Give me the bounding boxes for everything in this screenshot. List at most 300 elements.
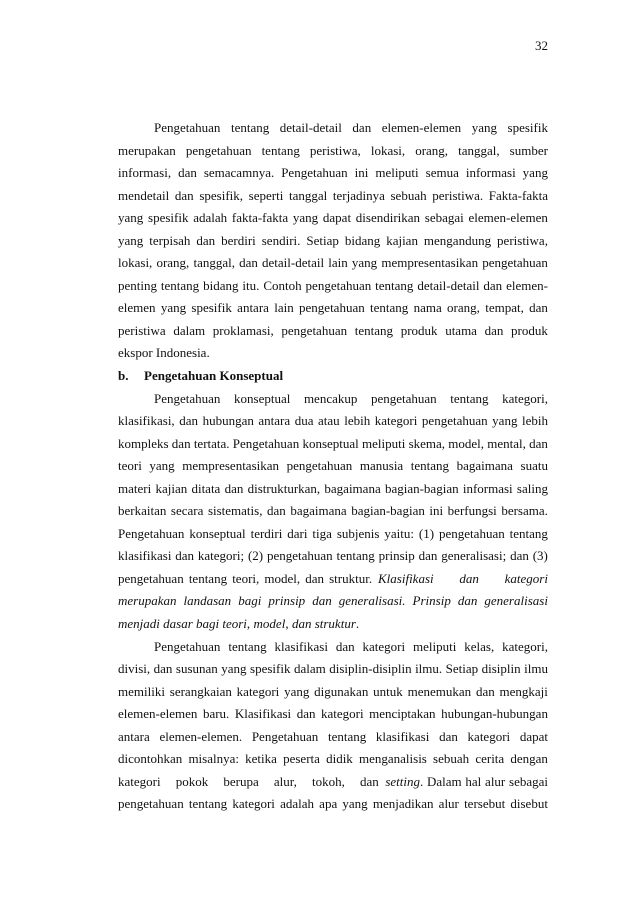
word: peristiwa, bbox=[309, 142, 361, 158]
text-line bbox=[118, 613, 548, 636]
word: dan bbox=[239, 255, 258, 271]
word: teori bbox=[118, 458, 142, 474]
word: bidang bbox=[344, 232, 381, 248]
word: elemen bbox=[118, 300, 156, 316]
word: susunan bbox=[175, 661, 218, 677]
word: fakta-fakta bbox=[231, 210, 289, 226]
word: yang bbox=[292, 210, 319, 226]
word: dan bbox=[171, 435, 191, 451]
word: pengetahuan bbox=[185, 142, 252, 158]
word: spesifik bbox=[191, 300, 232, 316]
word: yang bbox=[149, 458, 175, 474]
word: divisi, bbox=[118, 661, 151, 677]
word: detail-detail bbox=[279, 120, 342, 135]
word: sendiri. bbox=[261, 232, 301, 248]
word: dan bbox=[510, 548, 529, 564]
word: adalah bbox=[193, 210, 228, 226]
text-line bbox=[118, 162, 548, 185]
word: lain bbox=[328, 255, 348, 271]
word: spesifik bbox=[507, 120, 548, 135]
word: elemen-elemen bbox=[381, 120, 462, 135]
word: informasi bbox=[462, 480, 513, 496]
word: merupakan bbox=[118, 142, 176, 158]
word: dan bbox=[153, 661, 173, 677]
word: antara bbox=[237, 300, 269, 316]
italic-segment: setting bbox=[385, 773, 420, 789]
word: Klasifikasi bbox=[378, 570, 434, 586]
text-line bbox=[118, 252, 548, 275]
word: pengetahuan bbox=[281, 322, 348, 338]
word: sebuah bbox=[390, 187, 427, 203]
word: pengetahuan bbox=[421, 413, 488, 429]
word: tersebut bbox=[464, 796, 506, 812]
word: bersama. bbox=[501, 503, 548, 519]
word: yang bbox=[284, 683, 310, 699]
word: kategori, bbox=[502, 638, 548, 654]
text-line bbox=[118, 568, 548, 591]
word: bagaimana bbox=[456, 458, 513, 474]
word: tentang bbox=[160, 277, 200, 293]
word: prinsip bbox=[378, 548, 415, 564]
word: mengandung bbox=[423, 232, 492, 248]
word: dan bbox=[175, 548, 195, 564]
word: adalah bbox=[280, 796, 314, 812]
heading-marker: b. bbox=[118, 368, 129, 384]
word: meliputi bbox=[375, 165, 419, 181]
word: hal bbox=[465, 773, 482, 789]
word: antara bbox=[258, 413, 291, 429]
word: ini bbox=[429, 503, 444, 519]
word: peristiwa bbox=[118, 322, 166, 338]
word: proklamasi, bbox=[212, 322, 274, 338]
word: Pengetahuan bbox=[118, 525, 185, 541]
word: sebuah bbox=[433, 751, 470, 767]
word: yang bbox=[118, 232, 144, 248]
word: dan bbox=[475, 683, 495, 699]
italic-segment: dan struktur bbox=[291, 616, 356, 632]
text-line bbox=[118, 297, 548, 320]
word: yang bbox=[118, 210, 144, 226]
word: apa bbox=[319, 796, 338, 812]
word: berdiri bbox=[221, 232, 256, 248]
word: kajian bbox=[386, 232, 418, 248]
word: menemukan bbox=[407, 683, 472, 699]
word: generalisasi bbox=[484, 593, 548, 609]
word: dan bbox=[174, 187, 194, 203]
word: Setiap bbox=[445, 661, 479, 677]
word: alur, bbox=[273, 773, 297, 789]
word: produk bbox=[400, 322, 438, 338]
word: alur bbox=[438, 796, 459, 812]
word: yang bbox=[160, 300, 187, 316]
word: itu. bbox=[242, 277, 260, 293]
text-line bbox=[118, 748, 548, 771]
word: tentang bbox=[509, 525, 548, 541]
word: dari bbox=[287, 525, 308, 541]
page-number: 32 bbox=[535, 38, 548, 53]
word: yang bbox=[221, 661, 247, 677]
word: kategori bbox=[118, 773, 161, 789]
word: orang, bbox=[447, 300, 480, 316]
word: disebut bbox=[510, 796, 548, 812]
text-line bbox=[118, 703, 548, 726]
word: (2) bbox=[247, 548, 264, 564]
text-line bbox=[118, 478, 548, 501]
word: tanggal, bbox=[458, 142, 500, 158]
word: kategori bbox=[374, 413, 418, 429]
word: disiplin bbox=[481, 661, 521, 677]
word: dan bbox=[178, 165, 197, 181]
word: dapat bbox=[322, 210, 352, 226]
word: dan bbox=[439, 728, 458, 744]
word: baru. bbox=[202, 706, 230, 722]
word: spesifik bbox=[148, 210, 189, 226]
text-line: ekspor Indonesia. bbox=[118, 345, 210, 361]
word: dan bbox=[296, 706, 316, 722]
word: dan bbox=[305, 570, 325, 586]
word: tentang bbox=[375, 277, 414, 293]
word: alur bbox=[485, 773, 506, 789]
word: lain bbox=[274, 300, 294, 316]
word: dan bbox=[457, 593, 478, 609]
word: dalam bbox=[293, 661, 326, 677]
word: detail-detail bbox=[262, 255, 325, 271]
word: bagi bbox=[238, 593, 262, 609]
word: mental, bbox=[487, 435, 526, 451]
word: peristiwa. bbox=[432, 187, 484, 203]
word: tertata. bbox=[193, 435, 230, 451]
word: tentang bbox=[450, 390, 489, 406]
text-line bbox=[118, 590, 548, 613]
word: dan bbox=[267, 503, 286, 519]
word: klasifikasi bbox=[274, 638, 328, 654]
word: penting bbox=[118, 277, 157, 293]
word: peristiwa, bbox=[497, 232, 548, 248]
word: subjenis bbox=[336, 525, 380, 541]
word: (3) bbox=[532, 548, 548, 564]
text-segment: , bbox=[285, 616, 289, 632]
text-segment bbox=[420, 771, 548, 794]
word: tentang bbox=[188, 796, 228, 812]
word: Contoh bbox=[263, 277, 302, 293]
word: lebih bbox=[344, 413, 371, 429]
text-line bbox=[118, 207, 548, 230]
word: tentang bbox=[327, 728, 367, 744]
word: Prinsip bbox=[412, 593, 451, 609]
word: serangkaian bbox=[169, 683, 232, 699]
word: orang, bbox=[156, 255, 190, 271]
word: klasifikasi, bbox=[118, 413, 175, 429]
italic-segment: model bbox=[253, 616, 286, 632]
text-line bbox=[118, 433, 548, 456]
word: distrukturkan, bbox=[247, 480, 321, 496]
word: materi bbox=[118, 480, 152, 496]
word: yang bbox=[522, 165, 548, 181]
word: spesifik bbox=[250, 661, 291, 677]
word: terdiri bbox=[250, 525, 283, 541]
word: dan bbox=[179, 413, 199, 429]
word: tiga bbox=[312, 525, 332, 541]
word: landasan bbox=[183, 593, 232, 609]
word: kompleks bbox=[118, 435, 169, 451]
word: dan bbox=[483, 277, 503, 293]
word: atau bbox=[318, 413, 340, 429]
word: lokasi, bbox=[370, 142, 406, 158]
word: dua bbox=[294, 413, 314, 429]
word: utama bbox=[445, 322, 477, 338]
word: menjadikan bbox=[372, 796, 434, 812]
word: manusia bbox=[359, 458, 404, 474]
word: struktur. bbox=[329, 570, 373, 586]
word: tokoh, bbox=[311, 773, 345, 789]
word: elemen- bbox=[506, 277, 548, 293]
word: pengetahuan bbox=[439, 525, 505, 541]
word: pengetahuan bbox=[299, 300, 365, 316]
word: dan bbox=[484, 322, 504, 338]
word: produk bbox=[511, 322, 548, 338]
text-line bbox=[118, 500, 548, 523]
word: lebih bbox=[522, 413, 548, 429]
word: kategori bbox=[321, 706, 364, 722]
word: untuk bbox=[373, 683, 403, 699]
word: dapat bbox=[519, 728, 548, 744]
word: spesifik, bbox=[199, 187, 244, 203]
text-line bbox=[118, 523, 548, 546]
word: kategori bbox=[362, 638, 406, 654]
word: dan bbox=[224, 480, 244, 496]
word: elemen-elemen bbox=[468, 210, 548, 226]
word: tentang bbox=[188, 570, 228, 586]
word: menciptakan bbox=[369, 706, 436, 722]
word: mengkaji bbox=[499, 683, 548, 699]
word: bagian-bagian bbox=[351, 503, 425, 519]
document-body bbox=[118, 117, 548, 816]
word: misalnya: bbox=[188, 751, 239, 767]
word: yang bbox=[342, 796, 368, 812]
text-line bbox=[118, 726, 548, 749]
section-heading bbox=[118, 365, 548, 388]
word: mempresentasikan bbox=[381, 255, 479, 271]
word: yang bbox=[471, 120, 497, 135]
text-segment: . bbox=[355, 616, 360, 632]
word: konseptual bbox=[189, 525, 246, 541]
word: informasi, bbox=[118, 165, 172, 181]
word: tanggal bbox=[288, 187, 328, 203]
word: kategori bbox=[232, 796, 275, 812]
word: pengetahuan bbox=[118, 796, 184, 812]
word: generalisasi; bbox=[441, 548, 507, 564]
word: Pengetahuan bbox=[281, 165, 348, 181]
text-line bbox=[118, 455, 548, 478]
word: yang bbox=[351, 255, 378, 271]
word: Klasifikasi bbox=[234, 706, 292, 722]
word: ditata bbox=[191, 480, 221, 496]
word: ini bbox=[354, 165, 369, 181]
word: dicontohkan bbox=[118, 751, 183, 767]
word: ilmu bbox=[524, 661, 548, 677]
word: bagaimana bbox=[324, 480, 381, 496]
text-segment: , bbox=[246, 616, 251, 632]
word: terpisah bbox=[149, 232, 191, 248]
word: menganalisis bbox=[358, 751, 427, 767]
text-line bbox=[118, 185, 548, 208]
word: memiliki bbox=[118, 683, 165, 699]
word: tentang bbox=[261, 142, 300, 158]
text-line bbox=[118, 636, 548, 659]
word: digunakan bbox=[314, 683, 369, 699]
text-line bbox=[118, 388, 548, 411]
word: model, bbox=[264, 570, 301, 586]
text-line bbox=[118, 230, 548, 253]
text-line bbox=[118, 140, 548, 163]
word: dengan bbox=[510, 751, 548, 767]
word: ilmu. bbox=[415, 661, 443, 677]
word: dan bbox=[529, 435, 548, 451]
word: generalisasi. bbox=[338, 593, 406, 609]
word: Dalam bbox=[427, 773, 462, 789]
word: suatu bbox=[520, 458, 548, 474]
word: Fakta-fakta bbox=[488, 187, 548, 203]
word: seperti bbox=[248, 187, 284, 203]
word: dan bbox=[352, 120, 372, 135]
word: dan bbox=[196, 232, 216, 248]
word: merupakan bbox=[118, 593, 177, 609]
word: yaitu: bbox=[384, 525, 414, 541]
text-line bbox=[118, 658, 548, 681]
text-line bbox=[118, 771, 548, 794]
word: secara bbox=[170, 503, 204, 519]
word: berkaitan bbox=[118, 503, 167, 519]
word: tentang bbox=[228, 638, 267, 654]
word: kategori bbox=[467, 728, 511, 744]
word: bagaimana bbox=[290, 503, 347, 519]
word: sistematis, bbox=[207, 503, 263, 519]
word: dan bbox=[529, 300, 548, 316]
word: Pengetahuan bbox=[154, 638, 221, 654]
word: kajian bbox=[155, 480, 188, 496]
word: tentang bbox=[336, 548, 375, 564]
word: elemen-elemen. bbox=[159, 728, 243, 744]
word: yang bbox=[492, 413, 518, 429]
text-line bbox=[118, 275, 548, 298]
word: dan bbox=[335, 638, 355, 654]
text-line bbox=[118, 320, 548, 343]
word: . bbox=[420, 773, 424, 789]
word: detail-detail bbox=[417, 277, 480, 293]
text-line bbox=[118, 681, 548, 704]
word: tentang bbox=[370, 300, 409, 316]
word: model, bbox=[448, 435, 485, 451]
word: informasi bbox=[465, 165, 516, 181]
word: meliputi bbox=[362, 435, 406, 451]
word: kategori, bbox=[502, 390, 548, 406]
word: elemen-elemen bbox=[118, 706, 198, 722]
word: tentang bbox=[410, 458, 450, 474]
text-segment bbox=[118, 771, 379, 794]
heading-title: Pengetahuan Konseptual bbox=[144, 368, 284, 384]
word: pengetahuan bbox=[286, 458, 353, 474]
text-line bbox=[118, 545, 548, 568]
word: berfungsi bbox=[447, 503, 497, 519]
word: ketika bbox=[245, 751, 277, 767]
word: Pengetahuan bbox=[232, 435, 300, 451]
word: pengetahuan bbox=[370, 390, 437, 406]
word: kategori; bbox=[197, 548, 245, 564]
word: tempat, bbox=[485, 300, 524, 316]
word: berupa bbox=[223, 773, 259, 789]
word: konseptual bbox=[234, 390, 291, 406]
word: pengetahuan bbox=[266, 548, 333, 564]
text-line bbox=[118, 117, 548, 140]
word: pokok bbox=[175, 773, 209, 789]
word: bagian-bagian bbox=[384, 480, 459, 496]
word: sebagai bbox=[424, 210, 464, 226]
word: Pengetahuan bbox=[251, 728, 319, 744]
word: terjadinya bbox=[332, 187, 385, 203]
word: semua bbox=[425, 165, 459, 181]
word: dan bbox=[459, 570, 479, 586]
word: antara bbox=[118, 728, 150, 744]
word: dalam bbox=[173, 322, 206, 338]
word: Setiap bbox=[306, 232, 339, 248]
word: cerita bbox=[475, 751, 505, 767]
word: mempresentasikan bbox=[182, 458, 280, 474]
word: meliputi bbox=[413, 638, 457, 654]
word: mencakup bbox=[303, 390, 358, 406]
text-line bbox=[118, 410, 548, 433]
word: dan bbox=[418, 548, 438, 564]
word: kelas, bbox=[464, 638, 495, 654]
italic-segment bbox=[378, 568, 548, 591]
word: peserta bbox=[283, 751, 320, 767]
word: Pengetahuan bbox=[154, 120, 221, 135]
word: mendetail bbox=[118, 187, 170, 203]
word: (1) bbox=[418, 525, 435, 541]
word: semacamnya. bbox=[203, 165, 275, 181]
word: hubungan-hubungan bbox=[441, 706, 548, 722]
italic-segment: menjadi dasar bagi teori bbox=[118, 616, 247, 632]
word: dan bbox=[360, 773, 379, 789]
word: orang, bbox=[415, 142, 449, 158]
text-line bbox=[118, 793, 548, 816]
word: pengetahuan bbox=[118, 570, 184, 586]
word: teori, bbox=[232, 570, 260, 586]
word: sebagai bbox=[509, 773, 548, 789]
text-segment bbox=[118, 568, 372, 591]
word: skema, bbox=[408, 435, 446, 451]
word: tentang bbox=[354, 322, 394, 338]
word: prinsip bbox=[268, 593, 306, 609]
word: pengetahuan bbox=[482, 255, 548, 271]
word: pengetahuan bbox=[305, 277, 372, 293]
word: klasifikasi bbox=[375, 728, 430, 744]
word: bidang bbox=[203, 277, 239, 293]
word: disendirikan bbox=[355, 210, 421, 226]
word: saling bbox=[516, 480, 548, 496]
word: tentang bbox=[230, 120, 270, 135]
word: Pengetahuan bbox=[154, 390, 221, 406]
word: hubungan bbox=[202, 413, 254, 429]
word: lokasi, bbox=[118, 255, 153, 271]
word: konseptual bbox=[302, 435, 359, 451]
word: nama bbox=[413, 300, 442, 316]
word: sumber bbox=[509, 142, 548, 158]
word: klasifikasi bbox=[118, 548, 172, 564]
word: kategori bbox=[504, 570, 548, 586]
word: didik bbox=[326, 751, 353, 767]
word: kategori bbox=[236, 683, 280, 699]
word: tanggal, bbox=[193, 255, 235, 271]
